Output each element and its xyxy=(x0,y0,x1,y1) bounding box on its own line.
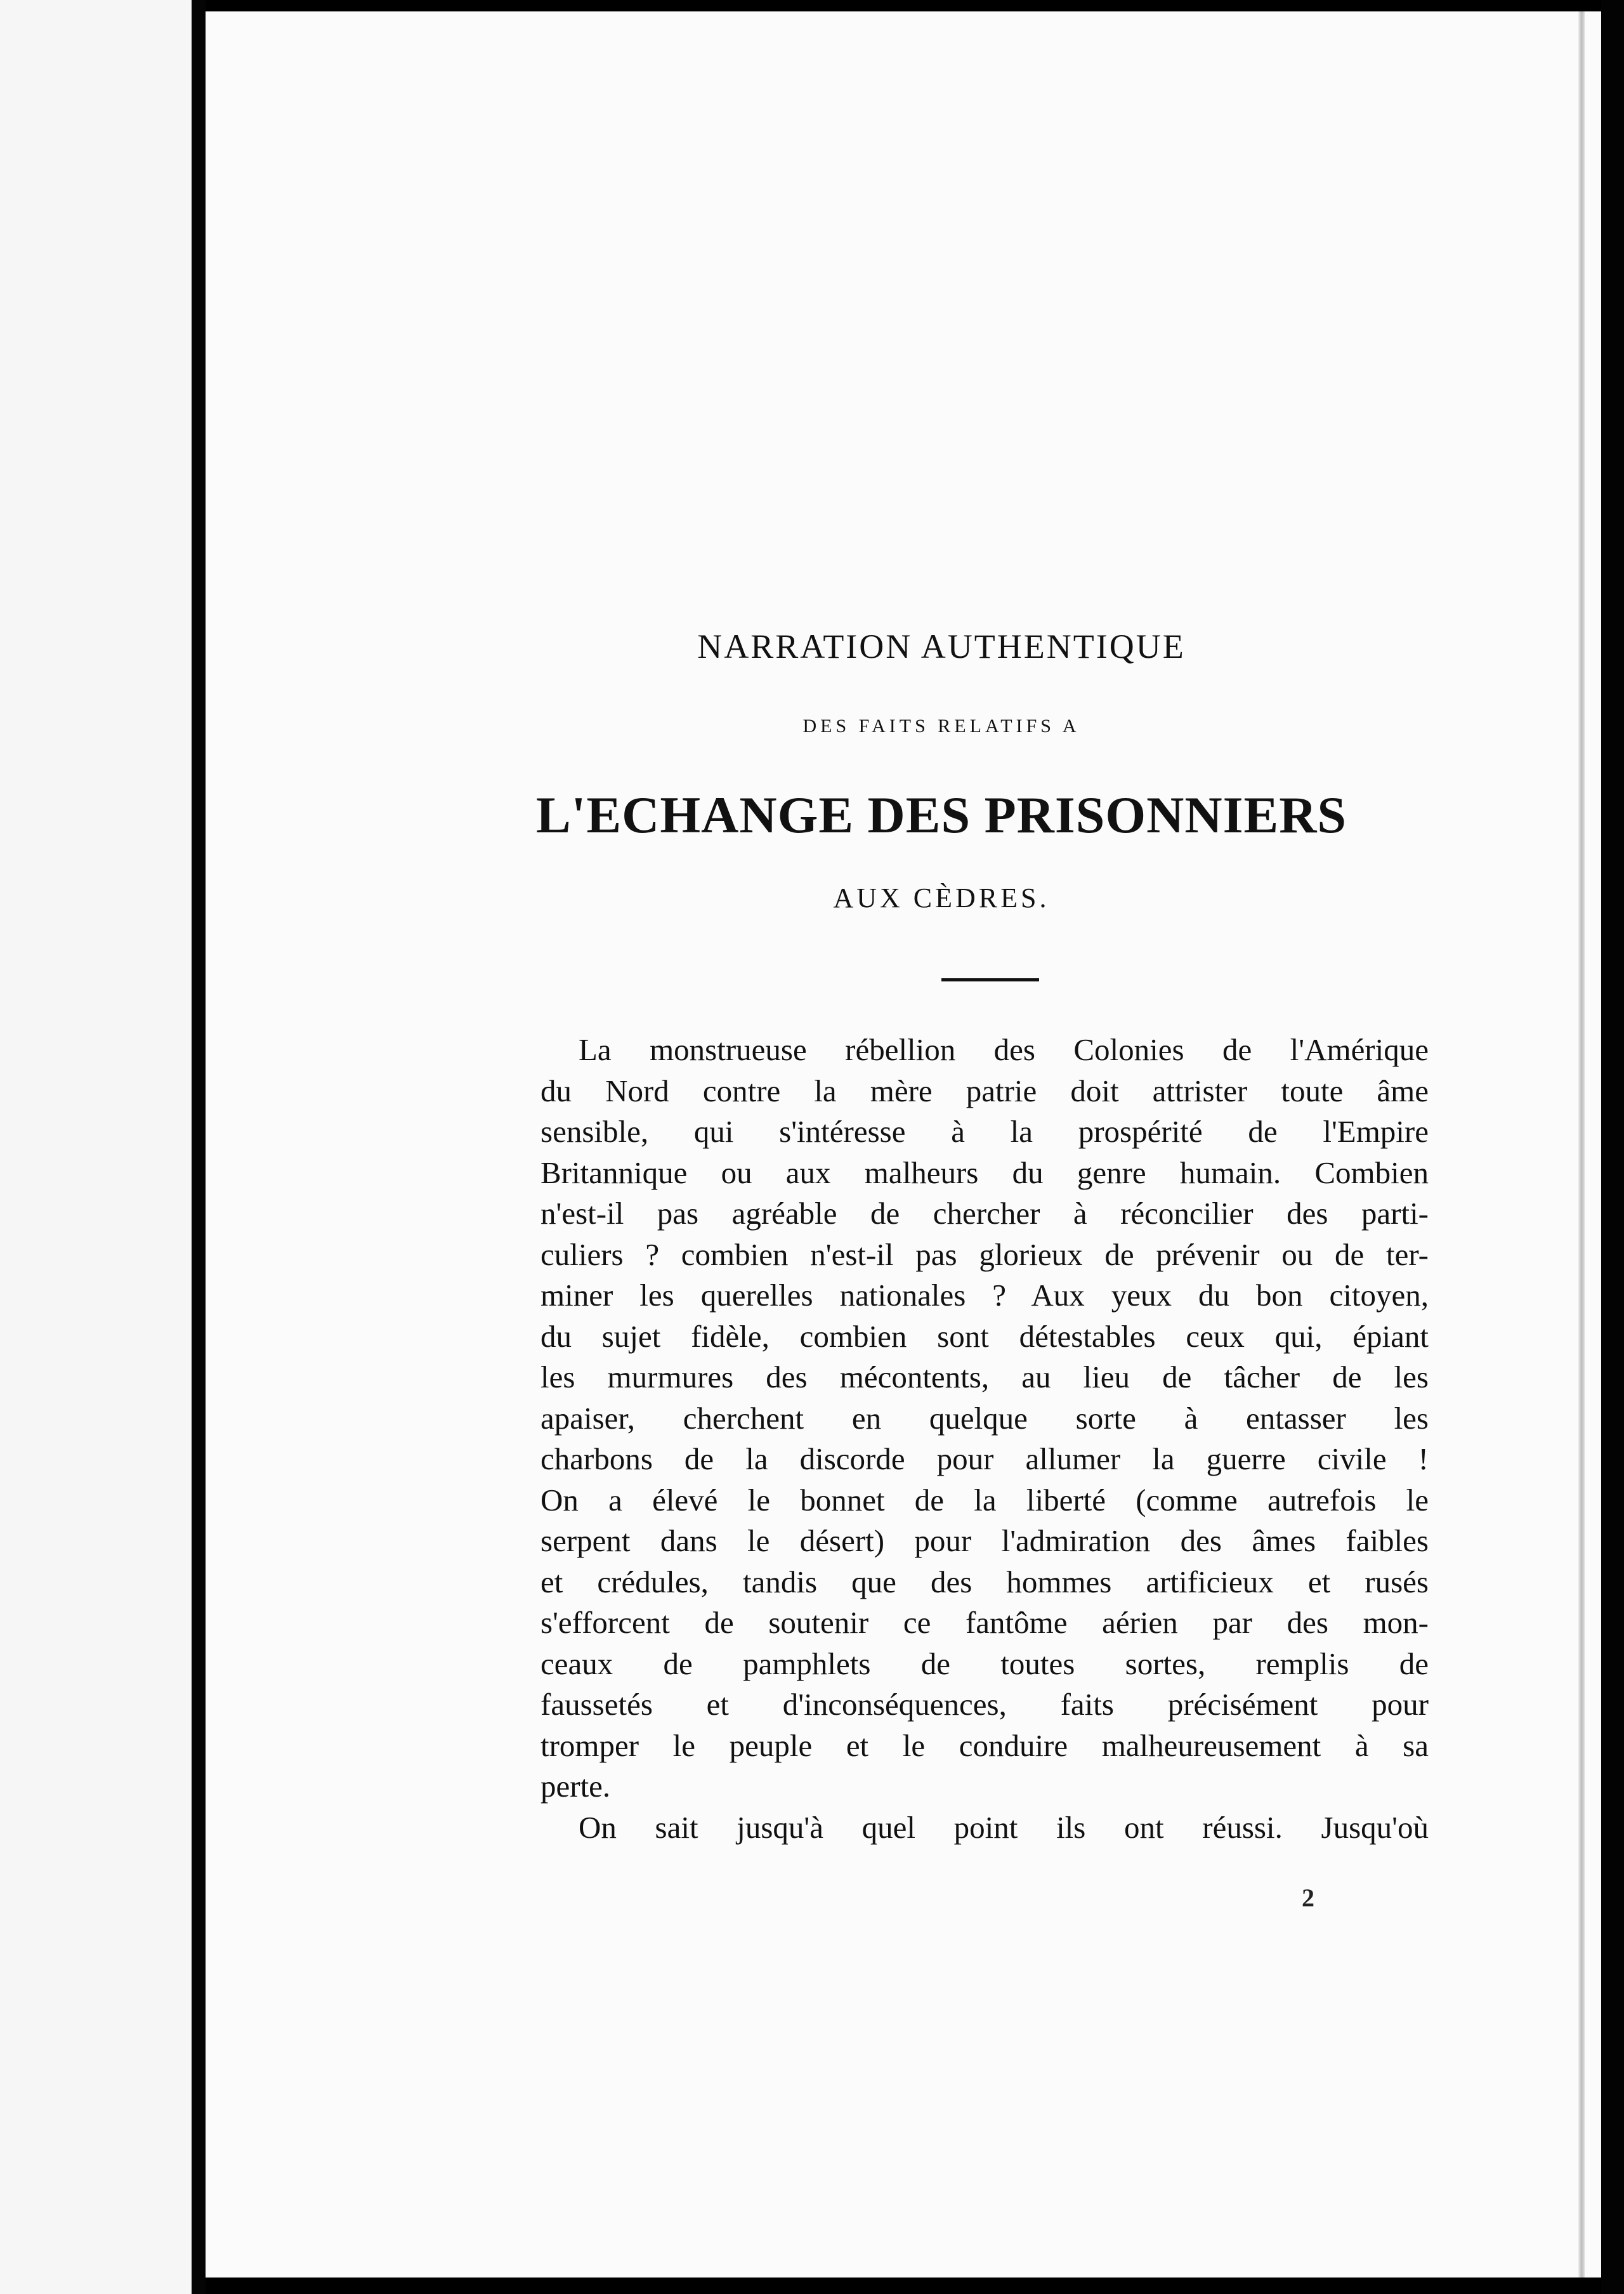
body-line: du sujet fidèle, combien sont détestables ceux qui, épiant xyxy=(540,1318,1429,1354)
body-line: et crédules, tandis que des hommes artificieux et rusés xyxy=(540,1564,1429,1599)
body-line: La monstrueuse rébellion des Colonies de l'Amérique xyxy=(579,1032,1429,1067)
body-line: serpent dans le désert) pour l'admiration des âmes faibles xyxy=(540,1523,1429,1558)
body-line: On sait jusqu'à quel point ils ont réussi. Jusqu'où xyxy=(579,1809,1429,1845)
body-line: Britannique ou aux malheurs du genre humain. Combien xyxy=(540,1155,1429,1190)
body-line: sensible, qui s'intéresse à la prospérité de l'Empire xyxy=(540,1114,1429,1149)
body-line: du Nord contre la mère patrie doit attrister toute âme xyxy=(540,1073,1429,1108)
body-line: les murmures des mécontents, au lieu de tâcher de les xyxy=(540,1360,1429,1394)
body-line: tromper le peuple et le conduire malheureusement à sa xyxy=(540,1727,1429,1763)
body-text xyxy=(540,1030,1429,1848)
body-line: culiers ? combien n'est-il pas glorieux de prévenir ou de ter- xyxy=(540,1236,1429,1272)
body-line: perte. xyxy=(540,1769,611,1804)
body-line: faussetés et d'inconséquences, faits précisément pour xyxy=(540,1687,1429,1722)
book-page xyxy=(206,11,1601,2278)
title-line-1: NARRATION AUTHENTIQUE xyxy=(697,627,1186,665)
title-line-4: AUX CÈDRES. xyxy=(833,882,1050,914)
body-line: miner les querelles nationales ? Aux yeux du bon citoyen, xyxy=(540,1278,1429,1313)
right-border xyxy=(1601,0,1624,2294)
title-rule xyxy=(941,978,1039,981)
title-line-2: DES FAITS RELATIFS A xyxy=(802,716,1080,737)
body-line: s'efforcent de soutenir ce fantôme aérien par des mon- xyxy=(540,1605,1429,1640)
body-line: charbons de la discorde pour allumer la guerre civile ! xyxy=(540,1441,1429,1476)
book-gutter xyxy=(192,0,206,2294)
page-fore-edge xyxy=(1578,11,1585,2278)
left-page-edge xyxy=(0,0,192,2294)
body-line: n'est-il pas agréable de chercher à réconcilier des parti- xyxy=(540,1196,1429,1231)
body-line: ceaux de pamphlets de toutes sortes, remplis de xyxy=(540,1646,1429,1681)
body-line: apaiser, cherchent en quelque sorte à entasser les xyxy=(540,1400,1429,1436)
title-line-3: L'ECHANGE DES PRISONNIERS xyxy=(535,786,1347,844)
signature-mark: 2 xyxy=(1302,1884,1314,1912)
body-line: On a élevé le bonnet de la liberté (comme autrefois le xyxy=(540,1482,1429,1517)
